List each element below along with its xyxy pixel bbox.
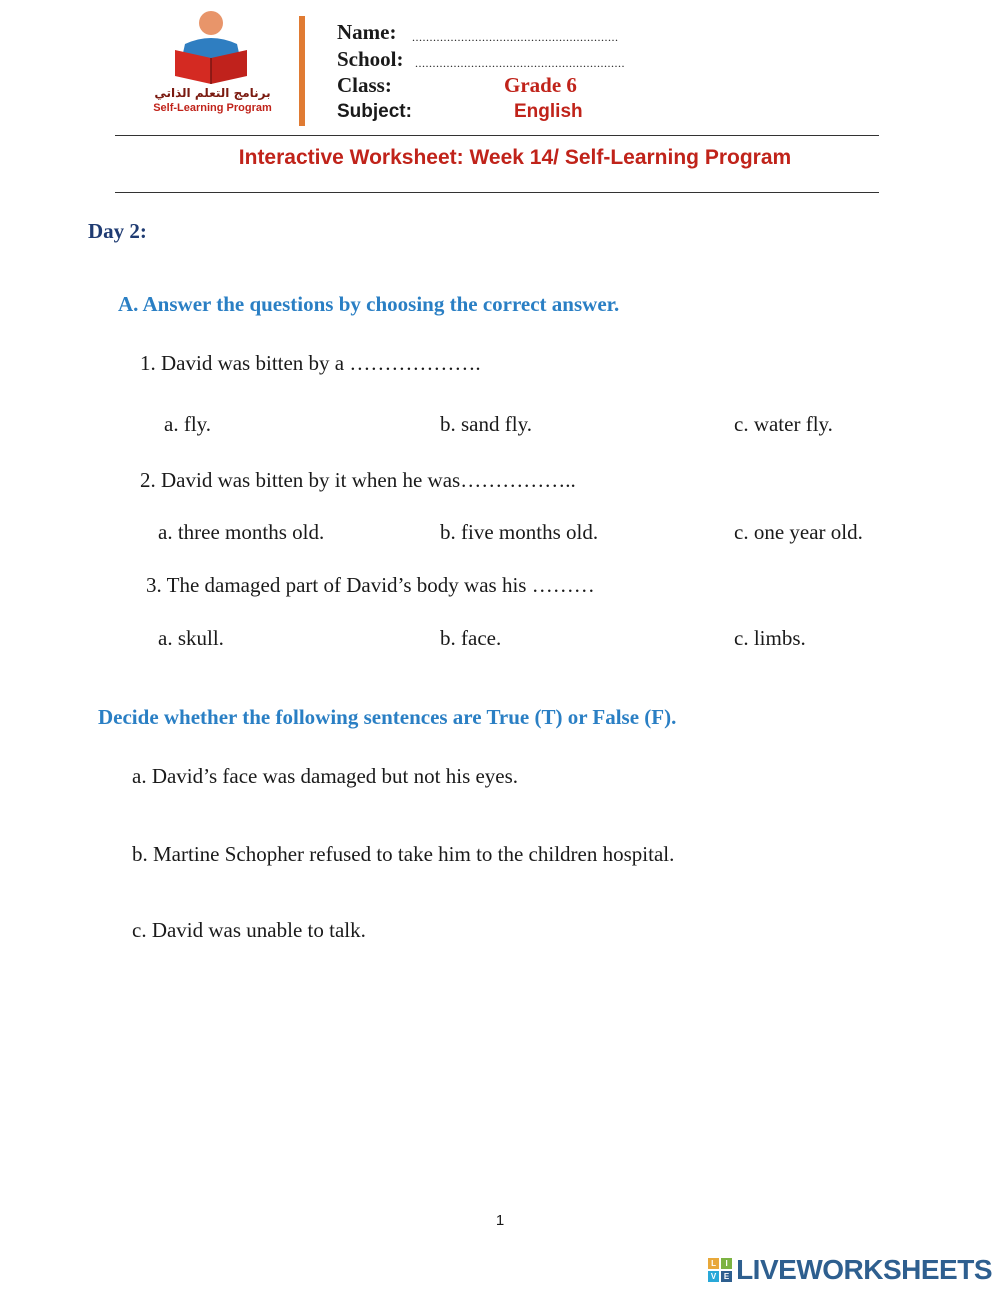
q3-option-c[interactable]: c. limbs. [734,626,806,650]
page-number: 1 [495,1212,505,1229]
school-label: School: [337,47,404,71]
q2-option-b[interactable]: b. five months old. [440,520,599,544]
statement-b[interactable]: b. Martine Schopher refused to take him to the children hospital. [132,842,675,866]
class-label: Class: [337,73,392,97]
liveworksheets-logo[interactable] [708,1254,992,1286]
top-rule [115,135,879,136]
subject-label: Subject: [337,101,412,122]
class-value: Grade 6 [504,73,577,97]
q2-option-a[interactable]: a. three months old. [158,520,325,544]
q3-option-b[interactable]: b. face. [440,626,502,650]
name-field[interactable]: ........................................................... [412,30,619,44]
liveworksheets-brand-name: LIVEWORKSHEETS [736,1254,992,1285]
logo-arabic-text: برنامج التعلم الذاتي [154,86,271,100]
q1-option-a[interactable]: a. fly. [164,412,212,436]
statement-a[interactable]: a. David’s face was damaged but not his eyes. [132,764,519,788]
logo-block-l: L [708,1258,719,1269]
logo-english-text: Self-Learning Program [153,102,272,114]
subject-value: English [514,101,583,122]
header-divider [299,16,305,126]
title-rule [115,192,879,193]
question-3: 3. The damaged part of David’s body was his ……… [146,573,595,597]
q1-option-c[interactable]: c. water fly. [734,412,833,436]
q3-option-a[interactable]: a. skull. [158,626,224,650]
name-label: Name: [337,20,397,44]
logo-block-v: V [708,1271,719,1282]
q1-option-b[interactable]: b. sand fly. [440,412,532,436]
section-a-heading: A. Answer the questions by choosing the correct answer. [118,292,620,316]
program-logo [145,10,280,120]
question-2: 2. David was bitten by it when he was…………….. [140,468,576,492]
logo-block-i: I [721,1258,732,1269]
student-reading-icon [145,10,280,86]
q2-option-c[interactable]: c. one year old. [734,520,863,544]
section-b-heading: Decide whether the following sentences are True (T) or False (F). [98,705,677,729]
logo-block-e: E [721,1271,732,1282]
statement-c[interactable]: c. David was unable to talk. [132,918,366,942]
school-field[interactable]: ............................................................ [415,56,625,70]
liveworksheets-blocks-icon [708,1258,732,1282]
worksheet-title: Interactive Worksheet: Week 14/ Self-Learning Program [238,146,792,169]
question-1: 1. David was bitten by a ………………. [140,351,481,375]
day-heading: Day 2: [88,219,147,243]
